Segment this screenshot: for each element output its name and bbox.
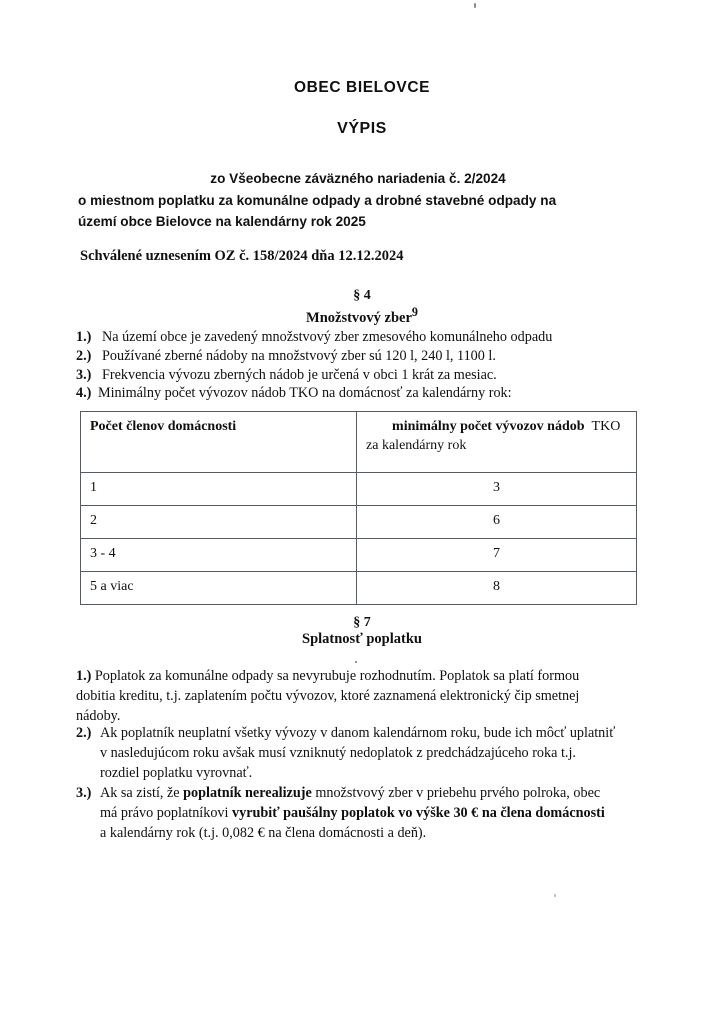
scan-artifact-midpage <box>355 661 357 663</box>
section-7-item-3-line1-c: množstvový zber v priebehu prvého polroka, obec <box>311 785 601 801</box>
section-7-item-1-line3: nádoby. <box>76 708 121 724</box>
section-7-item-3-line2-a: má právo poplatníkovi <box>100 805 232 821</box>
section-7-item-1 <box>76 666 628 726</box>
section-7-item-3-line2-bold: vyrubiť paušálny poplatok vo výške 30 € na člena domácnosti <box>232 805 605 821</box>
section-7-number: § 7 <box>353 615 371 630</box>
section-7-item-3-line1-bold: poplatník nerealizuje <box>183 785 312 801</box>
table-header-pickups-line2: za kalendárny rok <box>366 438 467 453</box>
table-header-members: Počet členov domácnosti <box>81 412 357 473</box>
table-header-pickups <box>357 412 637 473</box>
section-7-item-2-number: 2.) <box>76 725 92 741</box>
list-item <box>76 366 636 385</box>
pickup-requirements-table <box>80 411 637 605</box>
cell-members: 3 - 4 <box>81 539 357 572</box>
cell-pickups: 7 <box>357 539 637 572</box>
section-4-number: § 4 <box>353 288 371 303</box>
cell-members: 5 a viac <box>81 572 357 605</box>
subtitle-line-1: zo Všeobecne záväzného nariadenia č. 2/2024 <box>210 171 506 186</box>
list-item-text: Frekvencia vývozu zberných nádob je určená v obci 1 krát za mesiac. <box>102 366 497 383</box>
subtitle-line-3: území obce Bielovce na kalendárny rok 2025 <box>78 214 366 229</box>
document-subtitle <box>78 168 638 233</box>
list-item-text: Minimálny počet vývozov nádob TKO na domácnosť za kalendárny rok: <box>98 385 512 402</box>
cell-members: 2 <box>81 506 357 539</box>
organization-title: OBEC BIELOVCE <box>293 79 431 96</box>
scan-artifact-bottom <box>554 894 556 897</box>
section-4-list <box>76 328 636 403</box>
section-7-item-1-text-line1: Poplatok za komunálne odpady sa nevyrubuje rozhodnutím. Poplatok sa platí formou <box>94 668 580 684</box>
cell-pickups: 3 <box>357 473 637 506</box>
table-header-pickups-plain: TKO <box>591 419 621 434</box>
cell-pickups: 8 <box>357 572 637 605</box>
section-7-item-2-line2: v nasledujúcom roku avšak musí vzniknutý nedoplatok z predchádzajúceho roka t.j. <box>100 745 576 761</box>
cell-pickups: 6 <box>357 506 637 539</box>
table-row <box>81 539 637 572</box>
list-item <box>76 347 636 366</box>
table-row <box>81 572 637 605</box>
cell-members: 1 <box>81 473 357 506</box>
section-7-item-3-line1-a: Ak sa zistí, že <box>100 785 184 801</box>
list-item-text: Na území obce je zavedený množstvový zber zmesového komunálneho odpadu <box>102 329 553 345</box>
section-7-item-2-line3: rozdiel poplatku vyrovnať. <box>100 765 253 781</box>
section-7-item-3-number: 3.) <box>76 785 92 801</box>
section-7-item-1-line1 <box>76 666 628 686</box>
approval-line: Schválené uznesením OZ č. 158/2024 dňa 12.12.2024 <box>80 248 404 264</box>
document-type-title: VÝPIS <box>337 120 387 137</box>
table-row <box>81 473 637 506</box>
section-7-item-3-line2 <box>76 803 636 823</box>
section-7-item-1-line2: dobitia kreditu, t.j. zaplatením počtu vývozov, ktoré zaznamená elektronický čip smetnej <box>76 688 580 704</box>
section-7-item-3-line3: a kalendárny rok (t.j. 0,082 € na člena domácnosti a deň). <box>100 825 427 841</box>
list-item-text: Používané zberné nádoby na množstvový zber sú 120 l, 240 l, 1100 l. <box>102 347 496 364</box>
list-item-number: 3.) <box>76 366 92 383</box>
section-4-title-footnote-marker: 9 <box>411 305 418 319</box>
list-item-number: 1.) <box>76 329 92 345</box>
section-7-item-3 <box>76 783 636 843</box>
list-item <box>76 328 636 347</box>
section-7-item-2-line1 <box>76 723 632 743</box>
list-item-number: 4.) <box>76 385 92 402</box>
section-7-item-2-text-line1: Ak poplatník neuplatní všetky vývozy v danom kalendárnom roku, bude ich môcť uplatniť <box>100 725 616 741</box>
scan-artifact-top <box>474 3 476 8</box>
table-row <box>81 506 637 539</box>
list-item <box>76 384 636 403</box>
table-body <box>81 412 637 605</box>
subtitle-line-2: o miestnom poplatku za komunálne odpady a drobné stavebné odpady na <box>78 192 557 208</box>
section-7-item-3-line1 <box>76 783 636 803</box>
section-4-title-text: Množstvový zber <box>306 309 412 326</box>
section-7-item-1-number: 1.) <box>76 668 92 684</box>
section-7-item-2 <box>76 723 632 783</box>
section-4-title <box>0 305 724 327</box>
table-header-row <box>81 412 637 473</box>
section-7-title: Splatnosť poplatku <box>302 631 422 647</box>
table-header-pickups-line1 <box>366 417 627 436</box>
list-item-number: 2.) <box>76 347 92 364</box>
table-header-pickups-bold: minimálny počet vývozov nádob <box>392 419 585 434</box>
